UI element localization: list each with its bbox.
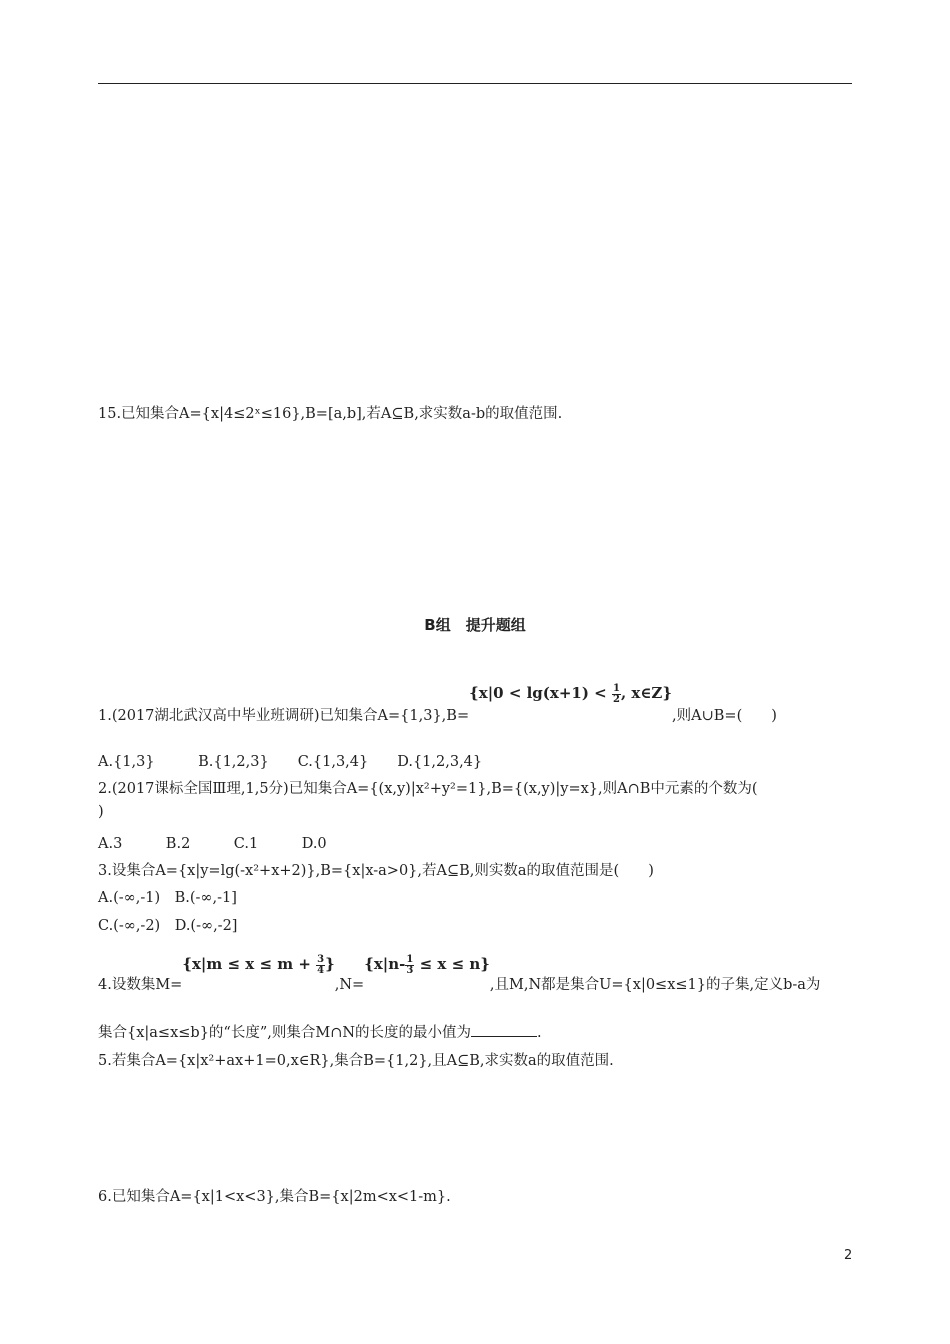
q1-prefix: 1.(2017湖北武汉高中毕业班调研)已知集合A={1,3},B= [98, 708, 470, 724]
question-15: 15.已知集合A={x|4≤2ˣ≤16},B=[a,b],若A⊆B,求实数a-b的取值范围. [98, 406, 563, 422]
section-title: B组 提升题组 [424, 616, 526, 634]
answer-blank[interactable] [471, 1022, 537, 1037]
q4-set-n-formula: {x|n- $\frac{1}{3}$ ≤ x ≤ n} [364, 953, 490, 976]
question-1-options: A.{1,3} B.{1,2,3} C.{1,3,4} D.{1,2,3,4} [98, 754, 483, 770]
header-rule [98, 83, 852, 84]
question-1 [98, 682, 777, 727]
question-6: 6.已知集合A={x|1<x<3},集合B={x|2m<x<1-m}. [98, 1189, 451, 1205]
question-2-cont: ) [98, 804, 104, 820]
question-2: 2.(2017课标全国Ⅲ理,1,5分)已知集合A={(x,y)|x²+y²=1},B={(x,y)|y=x},则A∩B中元素的个数为( [98, 781, 758, 797]
question-5: 5.若集合A={x|x²+ax+1=0,x∈R},集合B={1,2},且A⊆B,求实数a的取值范围. [98, 1053, 614, 1069]
q1-fraction: $\frac{1}{2}$ [612, 682, 620, 705]
page-number: 2 [844, 1248, 853, 1263]
question-4-line-2: 集合{x|a≤x≤b}的“长度”,则集合M∩N的长度的最小值为 . [98, 1021, 542, 1042]
q4-set-m-formula: {x|m ≤ x ≤ m + $\frac{3}{4}$ } [182, 953, 335, 976]
question-4: 4.设数集M={x|m ≤ x ≤ m + $\frac{3}{4}$ },N={x|n- $\frac{1}{3}$ ≤ x ≤ n},且M,N都是集合U={x|0≤x≤1}的子集,定义b-a为 [98, 953, 821, 993]
q1-suffix: ,则A∪B=( ) [672, 708, 777, 724]
question-2-options: A.3 B.2 C.1 D.0 [98, 836, 327, 852]
question-3-options-ab: A.(-∞,-1) B.(-∞,-1] [98, 890, 237, 906]
q1-set-b-formula: {x|0 < lg(x+1) < $\frac{1}{2}$ , x∈Z} [469, 682, 673, 705]
question-3-options-cd: C.(-∞,-2) D.(-∞,-2] [98, 918, 238, 934]
question-3: 3.设集合A={x|y=lg(-x²+x+2)},B={x|x-a>0},若A⊆B,则实数a的取值范围是( ) [98, 863, 654, 879]
